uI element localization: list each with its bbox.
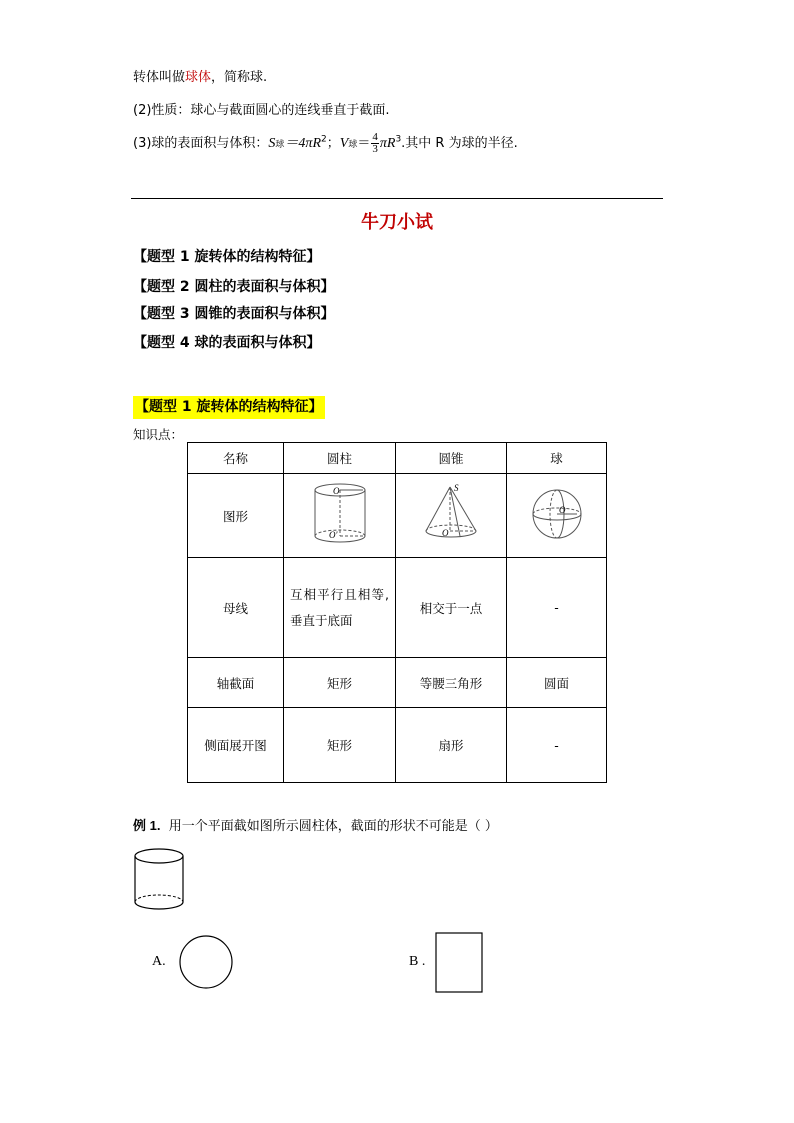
example-text: 用一个平面截如图所示圆柱体，截面的形状不可能是（ ） [168,819,498,834]
row-label: 轴截面 [188,658,284,708]
text: .其中 R 为球的半径. [401,136,518,151]
table-cell: 等腰三角形 [396,658,507,708]
knowledge-label: 知识点： [133,427,184,442]
intro-line-1 [133,66,267,85]
table-cell: 矩形 [284,708,396,783]
sub: 球 [275,140,285,150]
label-o-prime: O' [328,530,337,540]
table-cell: 圆面 [507,658,607,708]
example-question [133,815,498,834]
type-item: 【题型 3 圆锥的表面积与体积】 [133,306,335,322]
cylinder-figure [284,474,396,558]
numerator: 4 [372,131,378,143]
text: (3)球的表面积与体积： [133,136,269,151]
table-row [188,558,607,658]
sphere-diagram [527,484,587,544]
label-o: O [558,505,565,515]
cone-diagram [416,481,486,547]
header-cell: 圆柱 [284,443,396,474]
var-s: S [268,136,276,151]
table-cell: 扇形 [396,708,507,783]
cone-figure [396,474,507,558]
table-row [188,708,607,783]
type-item: 【题型 4 球的表面积与体积】 [133,335,321,351]
option-a-circle [178,934,234,990]
var-v: V [339,136,349,151]
intro-line-3 [133,132,518,155]
table-cell: - [507,708,607,783]
table-header-row [188,443,607,474]
table-cell: 矩形 [284,658,396,708]
sup: 3 [395,134,402,145]
header-cell: 名称 [188,443,284,474]
cylinder-diagram [305,481,375,547]
highlight-term: 球体 [185,70,212,85]
header-cell: 圆锥 [396,443,507,474]
knowledge-table [187,442,607,783]
example-cylinder-figure [132,846,186,914]
sup: 2 [321,134,327,145]
text: ； [326,136,340,151]
type-item: 【题型 2 圆柱的表面积与体积】 [133,279,335,295]
table-row [188,474,607,558]
highlight-heading: 【题型 1 旋转体的结构特征】 [133,396,325,419]
type-item: 【题型 1 旋转体的结构特征】 [133,249,321,265]
example-label: 例 1. [133,818,161,833]
text: ，简称球. [211,70,268,85]
formula-v: πR [379,136,396,151]
section-title: 牛刀小试 [361,212,433,233]
sub: 球 [348,140,358,150]
header-cell: 球 [507,443,607,474]
row-label: 图形 [188,474,284,558]
denominator: 3 [372,143,378,155]
row-label: 侧面展开图 [188,708,284,783]
label-o: O [332,486,339,496]
option-b-label: B . [409,954,426,969]
table-cell: - [507,558,607,658]
option-a-label: A. [152,954,166,969]
divider [131,198,663,199]
fraction [371,132,379,155]
row-label: 母线 [188,558,284,658]
label-o: O [442,528,449,538]
table-row [188,658,607,708]
intro-line-2: (2)性质：球心与截面圆心的连线垂直于截面. [133,103,390,118]
table-cell: 互相平行且相等,垂直于底面 [284,558,396,658]
option-b-rectangle [435,932,485,994]
formula-s: ＝4πR [284,136,322,151]
eq: ＝ [357,136,371,151]
label-s: S [454,483,459,493]
sphere-figure [507,474,607,558]
table-cell: 相交于一点 [396,558,507,658]
text: 转体叫做 [133,70,186,85]
